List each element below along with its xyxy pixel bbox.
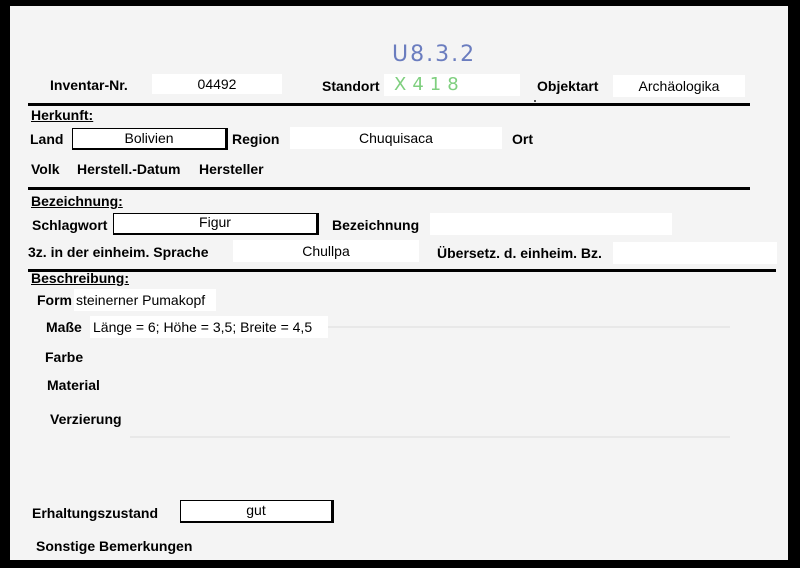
masse-label: Maße	[46, 319, 82, 335]
objektart-field[interactable]: Archäologika	[613, 75, 745, 97]
land-label: Land	[30, 131, 64, 147]
catalog-card	[10, 6, 788, 560]
herkunft-heading: Herkunft:	[31, 107, 94, 123]
schlagwort-label: Schlagwort	[32, 217, 108, 233]
einheim-sprache-label: 3z. in der einheim. Sprache	[28, 244, 209, 260]
standort-field[interactable]	[384, 74, 520, 96]
erhaltungszustand-label: Erhaltungszustand	[32, 505, 159, 521]
einheim-sprache-field[interactable]: Chullpa	[233, 240, 419, 262]
inventar-label: Inventar-Nr.	[50, 77, 128, 93]
masse-field[interactable]: Länge = 6; Höhe = 3,5; Breite = 4,5	[90, 316, 328, 338]
form-label: Form	[37, 292, 72, 308]
bezeichnung-field[interactable]	[430, 213, 672, 235]
inventar-field[interactable]: 04492	[152, 74, 282, 94]
hersteller-label: Hersteller	[199, 161, 264, 177]
uebersetz-label: Übersetz. d. einheim. Bz.	[437, 245, 602, 261]
region-field[interactable]: Chuquisaca	[290, 127, 502, 149]
handwritten-number: U8.3.2	[392, 42, 477, 67]
sonstige-bemerkungen-label: Sonstige Bemerkungen	[36, 538, 193, 554]
paper-texture	[130, 436, 730, 438]
region-label: Region	[232, 131, 280, 147]
objektart-label: Objektart	[537, 78, 599, 94]
verzierung-label: Verzierung	[50, 411, 122, 427]
standort-value: X418	[394, 74, 465, 95]
bezeichnung-heading: Bezeichnung:	[31, 193, 123, 209]
herstell-datum-label: Herstell.-Datum	[77, 161, 181, 177]
divider	[28, 269, 776, 272]
bezeichnung-label: Bezeichnung	[332, 217, 420, 233]
farbe-label: Farbe	[45, 349, 84, 365]
ink-mark	[534, 100, 536, 102]
uebersetz-field[interactable]	[613, 242, 777, 264]
ort-label: Ort	[512, 131, 533, 147]
volk-label: Volk	[31, 161, 60, 177]
standort-label: Standort	[322, 78, 380, 94]
form-field[interactable]: steinerner Pumakopf	[74, 289, 216, 311]
divider	[28, 187, 750, 190]
material-label: Material	[47, 377, 100, 393]
land-field[interactable]: Bolivien	[72, 128, 228, 150]
divider	[28, 103, 750, 106]
beschreibung-heading: Beschreibung:	[31, 270, 130, 286]
erhaltungszustand-field[interactable]: gut	[180, 500, 334, 523]
schlagwort-field[interactable]: Figur	[113, 213, 319, 235]
